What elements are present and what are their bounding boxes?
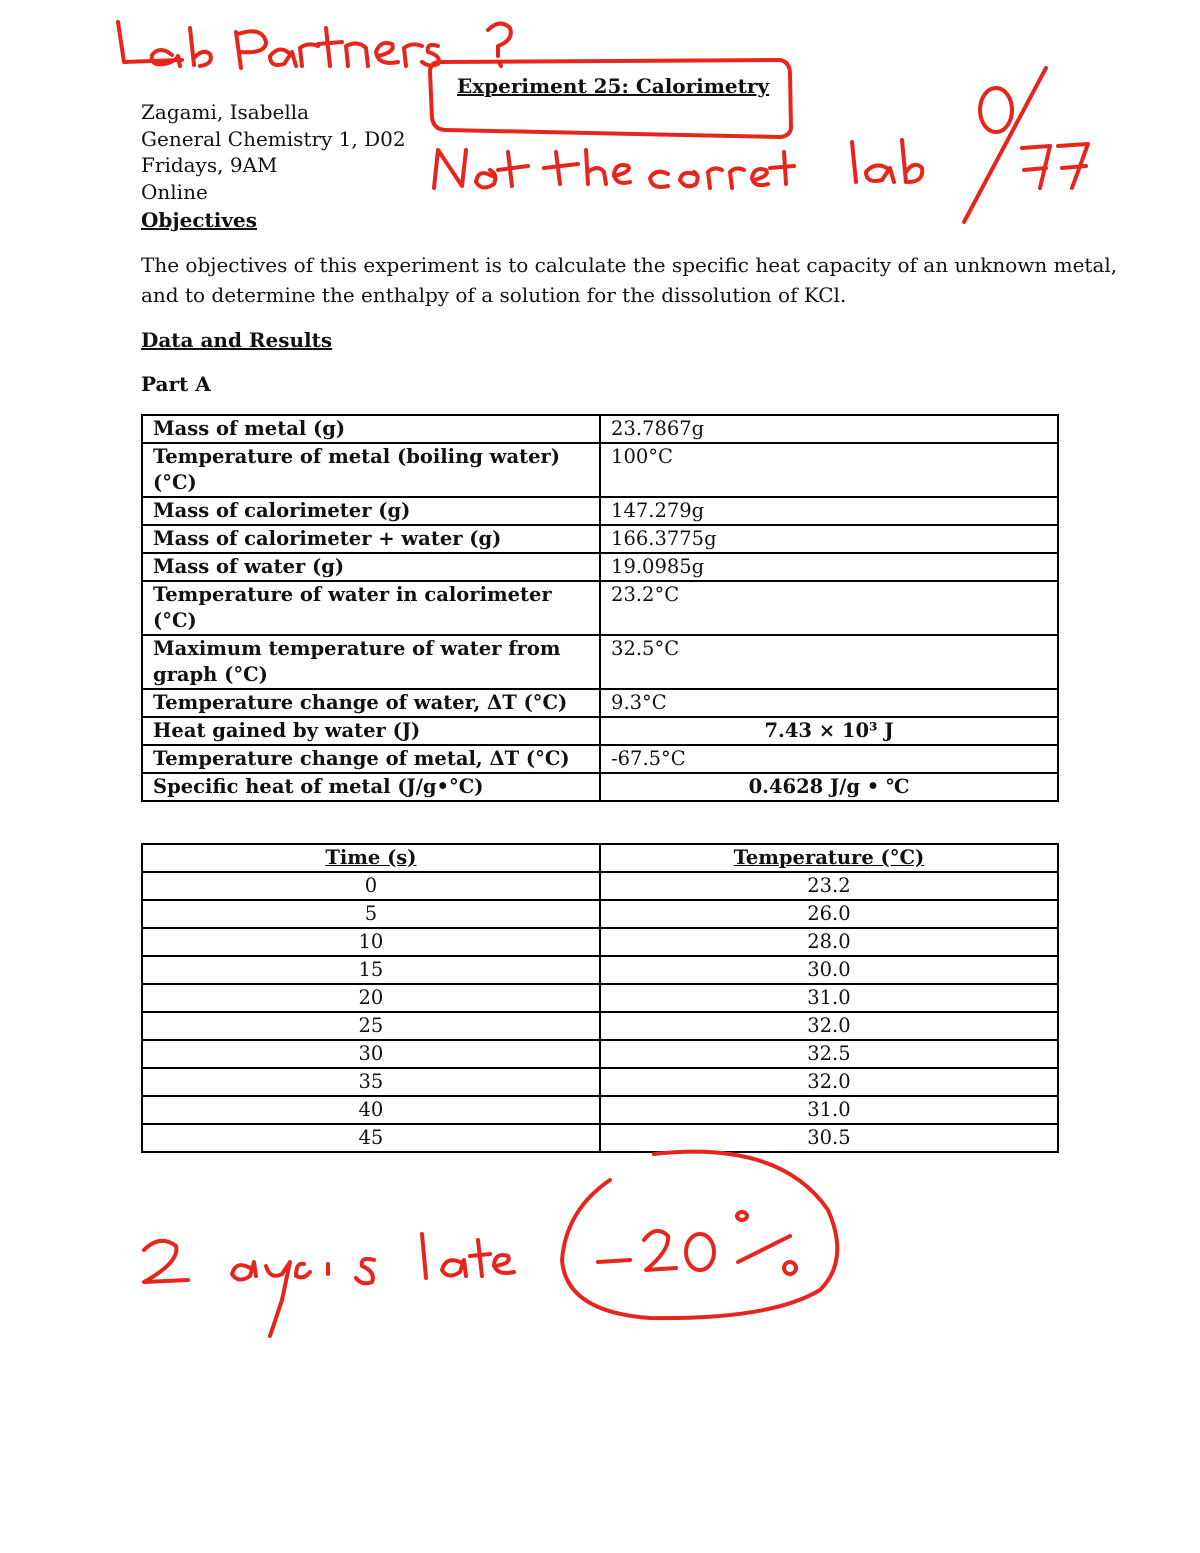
temperature-cell: 28.0 bbox=[600, 928, 1058, 956]
time-cell: 0 bbox=[142, 872, 600, 900]
temperature-cell: 32.0 bbox=[600, 1012, 1058, 1040]
temperature-cell: 30.0 bbox=[600, 956, 1058, 984]
temperature-cell: 31.0 bbox=[600, 1096, 1058, 1124]
schedule: Fridays, 9AM bbox=[141, 153, 278, 177]
row-value: 166.3775g bbox=[600, 525, 1058, 553]
row-label: Mass of calorimeter (g) bbox=[142, 497, 600, 525]
table-a-row bbox=[142, 443, 1058, 497]
row-value: 23.2°C bbox=[600, 581, 1058, 635]
temperature-cell: 23.2 bbox=[600, 872, 1058, 900]
ink-lab-word bbox=[852, 140, 922, 182]
table-a-row bbox=[142, 689, 1058, 717]
time-cell: 30 bbox=[142, 1040, 600, 1068]
objectives-line-2: and to determine the enthalpy of a solution for the dissolution of KCl. bbox=[141, 283, 847, 307]
table-a-row bbox=[142, 553, 1058, 581]
course-name: General Chemistry 1, D02 bbox=[141, 126, 406, 151]
time-cell: 35 bbox=[142, 1068, 600, 1096]
objectives-line-1: The objectives of this experiment is to calculate the specific heat capacity of an unknown metal, bbox=[141, 253, 1118, 277]
student-name: Zagami, Isabella bbox=[141, 100, 310, 124]
row-label: Mass of water (g) bbox=[142, 553, 600, 581]
row-value: -67.5°C bbox=[600, 745, 1058, 773]
table-b-row bbox=[142, 1012, 1058, 1040]
time-cell: 10 bbox=[142, 928, 600, 956]
table-b-row bbox=[142, 1096, 1058, 1124]
ink-penalty bbox=[562, 1152, 837, 1318]
table-a-row bbox=[142, 773, 1058, 801]
table-b-row bbox=[142, 1040, 1058, 1068]
time-cell: 25 bbox=[142, 1012, 600, 1040]
row-value: 7.43 × 10³ J bbox=[600, 717, 1058, 745]
row-label: Mass of calorimeter + water (g) bbox=[142, 525, 600, 553]
table-b-row bbox=[142, 872, 1058, 900]
time-cell: 45 bbox=[142, 1124, 600, 1152]
table-a-row bbox=[142, 497, 1058, 525]
row-value: 147.279g bbox=[600, 497, 1058, 525]
table-a-row bbox=[142, 415, 1058, 443]
temperature-cell: 32.0 bbox=[600, 1068, 1058, 1096]
row-value: 0.4628 J/g • ℃ bbox=[600, 773, 1058, 801]
row-label: Maximum temperature of water from graph (°C) bbox=[142, 635, 600, 689]
temperature-cell: 31.0 bbox=[600, 984, 1058, 1012]
column-header-temperature: Temperature (°C) bbox=[600, 844, 1058, 872]
table-a-row bbox=[142, 717, 1058, 745]
table-a-row bbox=[142, 525, 1058, 553]
mode: Online bbox=[141, 179, 208, 204]
row-label: Specific heat of metal (J/g•°C) bbox=[142, 773, 600, 801]
ink-lab-partners bbox=[118, 22, 511, 68]
row-label: Mass of metal (g) bbox=[142, 415, 600, 443]
row-label: Temperature of water in calorimeter (°C) bbox=[142, 581, 600, 635]
ink-days-late bbox=[144, 1234, 514, 1336]
row-value: 100°C bbox=[600, 443, 1058, 497]
student-info bbox=[141, 99, 406, 205]
objectives-heading: Objectives bbox=[141, 208, 257, 232]
time-cell: 5 bbox=[142, 900, 600, 928]
ink-score bbox=[964, 68, 1088, 222]
time-cell: 40 bbox=[142, 1096, 600, 1124]
part-a-table bbox=[141, 414, 1059, 802]
column-header-time: Time (s) bbox=[142, 844, 600, 872]
row-value: 9.3°C bbox=[600, 689, 1058, 717]
time-temperature-table bbox=[141, 843, 1059, 1153]
row-label: Temperature of metal (boiling water) (°C) bbox=[142, 443, 600, 497]
ink-not-correct bbox=[434, 150, 794, 188]
experiment-title: Experiment 25: Calorimetry bbox=[457, 74, 770, 98]
results-heading: Data and Results bbox=[141, 328, 333, 352]
row-value: 32.5°C bbox=[600, 635, 1058, 689]
table-a-row bbox=[142, 635, 1058, 689]
row-value: 23.7867g bbox=[600, 415, 1058, 443]
row-label: Temperature change of water, ΔT (°C) bbox=[142, 689, 600, 717]
table-b-row bbox=[142, 1068, 1058, 1096]
table-b-row bbox=[142, 900, 1058, 928]
table-a-row bbox=[142, 745, 1058, 773]
table-b-row bbox=[142, 928, 1058, 956]
table-b-row bbox=[142, 984, 1058, 1012]
row-label: Heat gained by water (J) bbox=[142, 717, 600, 745]
row-value: 19.0985g bbox=[600, 553, 1058, 581]
table-b-row bbox=[142, 956, 1058, 984]
time-cell: 20 bbox=[142, 984, 600, 1012]
temperature-cell: 26.0 bbox=[600, 900, 1058, 928]
table-a-row bbox=[142, 581, 1058, 635]
row-label: Temperature change of metal, ΔT (°C) bbox=[142, 745, 600, 773]
temperature-cell: 32.5 bbox=[600, 1040, 1058, 1068]
time-cell: 15 bbox=[142, 956, 600, 984]
part-a-heading: Part A bbox=[141, 372, 211, 396]
table-b-row bbox=[142, 1124, 1058, 1152]
table-header-row bbox=[142, 844, 1058, 872]
temperature-cell: 30.5 bbox=[600, 1124, 1058, 1152]
